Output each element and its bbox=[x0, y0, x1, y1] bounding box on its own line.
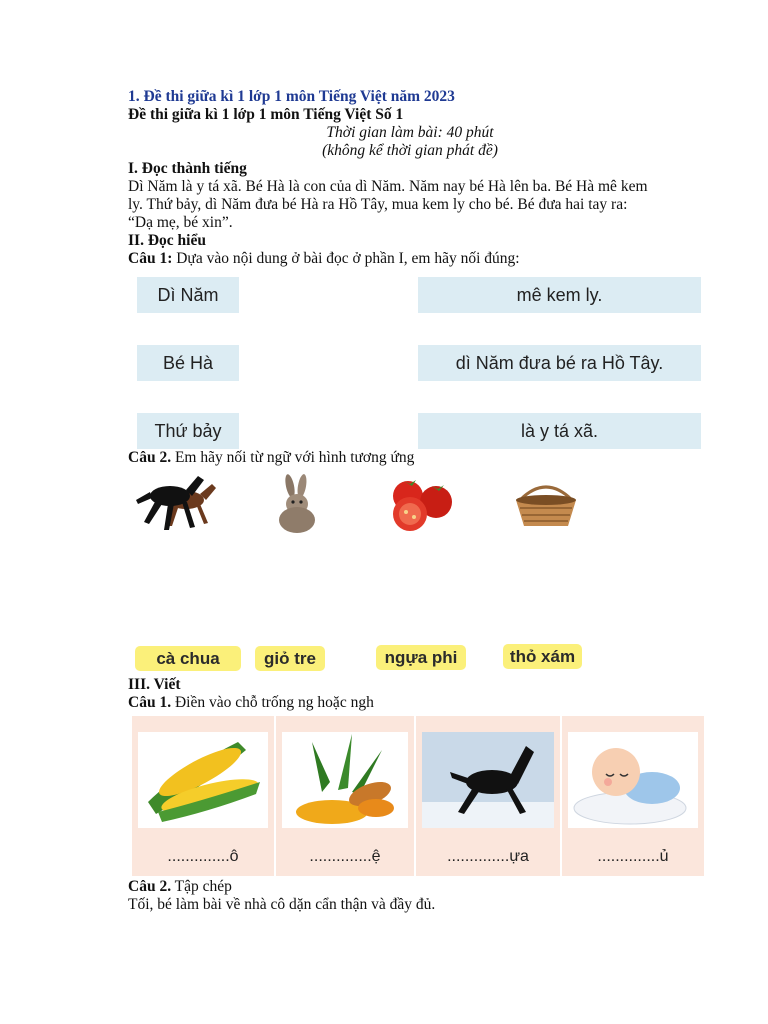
word-ngua-phi[interactable]: ngựa phi bbox=[376, 645, 466, 670]
writing-question-2 bbox=[128, 878, 232, 896]
exam-time: Thời gian làm bài: 40 phút bbox=[326, 124, 494, 141]
section1-title: I. Đọc thành tiếng bbox=[128, 160, 247, 177]
tomato-image bbox=[386, 474, 458, 534]
reading-line-1: Dì Năm là y tá xã. Bé Hà là con của dì Năm. Năm nay bé Hà lên ba. Bé Hà mê kem bbox=[128, 178, 648, 195]
fill-cell-corn bbox=[132, 716, 274, 876]
question-2-label: Câu 2. bbox=[128, 449, 172, 466]
reading-line-2: ly. Thứ bảy, dì Năm đưa bé Hà ra Hồ Tây, mua kem ly cho bé. Bé đưa hai tay ra: bbox=[128, 196, 628, 213]
basket-image bbox=[512, 480, 580, 530]
exam-time-note: (không kể thời gian phát đề) bbox=[322, 142, 498, 159]
rabbit-image bbox=[272, 474, 322, 534]
section3-title: III. Viết bbox=[128, 676, 181, 693]
section2-title: II. Đọc hiểu bbox=[128, 232, 206, 249]
writing-question-1 bbox=[128, 694, 374, 712]
blank-nghe[interactable]: ..............ệ bbox=[309, 848, 381, 865]
fill-cell-turmeric bbox=[276, 716, 414, 876]
writing-question-1-label: Câu 1. bbox=[128, 694, 172, 711]
horse-image bbox=[422, 732, 554, 828]
match-left-2[interactable]: Bé Hà bbox=[137, 345, 239, 381]
corn-image bbox=[138, 732, 268, 828]
match-left-3[interactable]: Thứ bảy bbox=[137, 413, 239, 449]
writing-question-2-label: Câu 2. bbox=[128, 878, 172, 895]
question-1-text: Dựa vào nội dung ở bài đọc ở phần I, em hãy nối đúng: bbox=[172, 250, 520, 267]
copy-text: Tối, bé làm bài về nhà cô dặn cẩn thận và đầy đủ. bbox=[128, 896, 436, 913]
turmeric-image bbox=[282, 732, 408, 828]
match-right-1[interactable]: mê kem ly. bbox=[418, 277, 701, 313]
blank-ngua[interactable]: ..............ựa bbox=[447, 848, 529, 865]
exam-subheading: Đề thi giữa kì 1 lớp 1 môn Tiếng Việt Số 1 bbox=[128, 106, 404, 123]
horses-image bbox=[134, 470, 218, 536]
page-heading: 1. Đề thi giữa kì 1 lớp 1 môn Tiếng Việt năm 2023 bbox=[128, 88, 455, 105]
baby-image-frame bbox=[568, 732, 698, 828]
fill-cell-horse bbox=[416, 716, 560, 876]
blank-ngo[interactable]: ..............ô bbox=[167, 848, 239, 865]
match-left-1[interactable]: Dì Năm bbox=[137, 277, 239, 313]
question-2-text: Em hãy nối từ ngữ với hình tương ứng bbox=[171, 449, 415, 466]
turmeric-image-frame bbox=[282, 732, 408, 828]
word-tho-xam[interactable]: thỏ xám bbox=[503, 644, 582, 669]
match-right-3[interactable]: là y tá xã. bbox=[418, 413, 701, 449]
writing-question-1-text: Điền vào chỗ trống ng hoặc ngh bbox=[171, 694, 374, 711]
fill-cell-baby bbox=[562, 716, 704, 876]
question-2 bbox=[128, 449, 414, 467]
sleeping-baby-image bbox=[568, 732, 698, 828]
word-ca-chua[interactable]: cà chua bbox=[135, 646, 241, 671]
blank-ngu[interactable]: ..............ủ bbox=[597, 848, 669, 865]
question-1-label: Câu 1: bbox=[128, 250, 173, 267]
horse-image-frame bbox=[422, 732, 554, 828]
question-1 bbox=[128, 250, 520, 268]
corn-image-frame bbox=[138, 732, 268, 828]
match-right-2[interactable]: dì Năm đưa bé ra Hồ Tây. bbox=[418, 345, 701, 381]
word-gio-tre[interactable]: giỏ tre bbox=[255, 646, 325, 671]
writing-question-2-text: Tập chép bbox=[171, 878, 232, 895]
reading-line-3: “Dạ mẹ, bé xin”. bbox=[128, 214, 233, 231]
